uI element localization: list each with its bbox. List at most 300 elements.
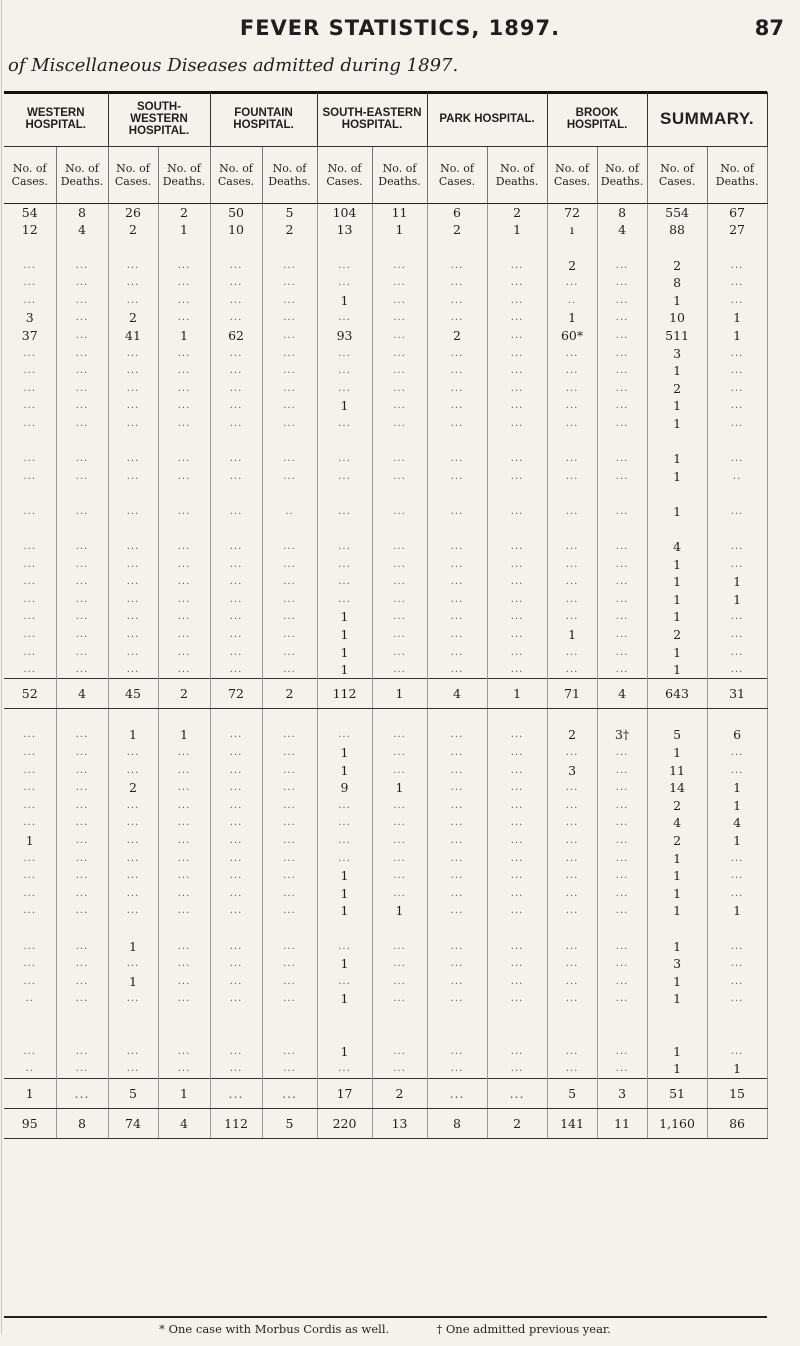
page-number: 87 [754,16,784,40]
deaths-cell: 3 [597,1078,647,1108]
deaths-cell: ... [707,972,767,990]
deaths-cell: ... [707,937,767,955]
empty-cell [647,709,707,727]
cases-cell: .. [4,990,56,1008]
cases-cell: ... [4,779,56,797]
deaths-cell: 2 [372,1078,427,1108]
cases-cell: ... [317,972,372,990]
hospital-header: BROOK HOSPITAL. [547,92,647,147]
deaths-cell: ... [56,744,108,762]
empty-cell [597,485,647,503]
table-bottom-rule [4,1316,767,1318]
table-row [4,591,767,609]
cases-cell: 2 [647,797,707,815]
deaths-cell: ... [597,555,647,573]
deaths-cell: ... [56,362,108,380]
cases-cell: 8 [427,1108,487,1138]
deaths-cell: 4 [56,221,108,239]
deaths-cell: ... [597,415,647,433]
cases-cell: 88 [647,221,707,239]
deaths-cell: 8 [56,204,108,222]
deaths-cell: 11 [372,204,427,222]
spacer-row [4,920,767,938]
table-row [4,608,767,626]
deaths-cell: ... [707,538,767,556]
deaths-cell: ... [262,291,317,309]
cases-cell: ... [317,1060,372,1078]
deaths-cell: ... [56,591,108,609]
cases-cell: ... [108,761,158,779]
cases-cell: 2 [647,626,707,644]
empty-cell [597,920,647,938]
deaths-cell: ... [262,591,317,609]
running-head [0,14,800,44]
deaths-cell: ... [56,344,108,362]
cases-cell: ... [210,661,262,679]
cases-cell: 2 [108,221,158,239]
deaths-cell: ... [158,291,210,309]
deaths-cell: ... [56,990,108,1008]
deaths-cell: ... [372,867,427,885]
hospital-header: SUMMARY. [647,92,767,147]
cases-cell: 5 [647,726,707,744]
table-row [4,379,767,397]
empty-cell [597,520,647,538]
cases-cell: ... [4,503,56,521]
cases-cell: 1 [317,626,372,644]
cases-cell: ... [427,274,487,292]
deaths-cell: ... [597,608,647,626]
deaths-cell: ... [597,661,647,679]
deaths-cell: ... [597,779,647,797]
deaths-cell: ... [158,643,210,661]
cases-cell: ... [547,867,597,885]
cases-cell: ... [210,955,262,973]
table-row [4,797,767,815]
deaths-cell: ... [262,327,317,345]
hospital-header: SOUTH-EASTERN HOSPITAL. [317,92,427,147]
deaths-cell: ... [56,626,108,644]
cases-cell: ... [317,379,372,397]
empty-cell [158,485,210,503]
cases-cell: ... [547,608,597,626]
deaths-cell: ... [597,397,647,415]
cases-cell: ... [210,726,262,744]
cases-column-header: No. of Cases. [317,147,372,204]
table-row [4,467,767,485]
deaths-cell: ... [487,538,547,556]
deaths-cell: ... [56,867,108,885]
cases-cell: 95 [4,1108,56,1138]
empty-cell [108,1008,158,1026]
deaths-cell: ... [487,832,547,850]
cases-cell: 71 [547,679,597,709]
empty-cell [56,520,108,538]
deaths-cell: ... [262,1043,317,1061]
cases-cell: ... [108,291,158,309]
deaths-cell: ... [262,744,317,762]
deaths-cell: ... [56,538,108,556]
cases-cell: ... [210,344,262,362]
deaths-column-header: No. of Deaths. [372,147,427,204]
deaths-cell: ... [487,467,547,485]
deaths-cell: ... [597,256,647,274]
cases-cell: ... [317,937,372,955]
empty-cell [108,1025,158,1043]
deaths-cell: ... [56,814,108,832]
empty-cell [597,709,647,727]
cases-cell: ... [4,555,56,573]
deaths-cell: ... [262,555,317,573]
deaths-cell: ... [597,643,647,661]
table-row [4,291,767,309]
cases-cell: 17 [317,1078,372,1108]
deaths-cell: ... [262,450,317,468]
cases-cell: 2 [108,309,158,327]
deaths-cell: ... [487,972,547,990]
cases-cell: ... [108,832,158,850]
cases-cell: ... [317,274,372,292]
deaths-cell: ... [262,538,317,556]
deaths-cell: 13 [372,1108,427,1138]
cases-cell: ... [547,591,597,609]
deaths-cell: ... [597,797,647,815]
cases-cell: ... [210,1078,262,1108]
cases-cell: 1 [647,849,707,867]
empty-cell [158,920,210,938]
cases-cell: ... [4,726,56,744]
cases-cell: 1 [647,972,707,990]
empty-cell [487,239,547,257]
empty-cell [647,485,707,503]
cases-cell: 1 [108,726,158,744]
deaths-cell: ... [56,327,108,345]
empty-cell [597,239,647,257]
empty-cell [647,1025,707,1043]
cases-cell: 2 [547,256,597,274]
deaths-cell: ... [56,849,108,867]
deaths-cell: ... [372,1060,427,1078]
empty-cell [262,709,317,727]
cases-cell: 93 [317,327,372,345]
deaths-cell: ... [56,902,108,920]
deaths-cell: ... [56,779,108,797]
cases-column-header: No. of Cases. [4,147,56,204]
empty-cell [158,1008,210,1026]
cases-cell: ... [108,573,158,591]
empty-cell [707,709,767,727]
deaths-cell: ... [597,937,647,955]
deaths-cell: ... [158,797,210,815]
deaths-cell: ... [56,661,108,679]
deaths-cell: ... [487,591,547,609]
cases-cell: 62 [210,327,262,345]
deaths-cell: ... [487,797,547,815]
deaths-cell: 1 [158,221,210,239]
deaths-cell: ... [56,555,108,573]
empty-cell [210,485,262,503]
deaths-cell: ... [372,450,427,468]
empty-cell [547,709,597,727]
empty-cell [597,432,647,450]
deaths-cell: ... [56,761,108,779]
cases-cell: 52 [4,679,56,709]
deaths-cell: ... [56,291,108,309]
table-row [4,344,767,362]
cases-cell: ... [547,972,597,990]
table-row [4,503,767,521]
deaths-cell: ... [158,972,210,990]
cases-cell: 1 [647,362,707,380]
empty-cell [707,485,767,503]
deaths-cell: 2 [262,221,317,239]
cases-cell: ... [108,1043,158,1061]
cases-cell: 1,160 [647,1108,707,1138]
deaths-cell: ... [597,538,647,556]
deaths-cell: 4 [707,814,767,832]
deaths-cell: ... [487,643,547,661]
cases-cell: ... [210,832,262,850]
cases-cell: .. [547,291,597,309]
deaths-cell: ... [56,797,108,815]
cases-cell: ... [108,955,158,973]
cases-cell: ... [108,626,158,644]
cases-cell: 1 [108,972,158,990]
deaths-cell: ... [262,608,317,626]
deaths-cell: ... [56,467,108,485]
cases-cell: 1 [647,884,707,902]
cases-cell: ... [317,573,372,591]
deaths-cell: ... [262,832,317,850]
deaths-cell: 27 [707,221,767,239]
deaths-cell: ... [487,256,547,274]
deaths-cell: 5 [262,204,317,222]
cases-column-header: No. of Cases. [210,147,262,204]
deaths-cell: ... [487,291,547,309]
cases-cell: 4 [427,679,487,709]
deaths-cell: ... [707,955,767,973]
deaths-cell: ... [262,990,317,1008]
table-row [4,902,767,920]
cases-cell: ... [4,608,56,626]
deaths-cell: ... [597,832,647,850]
cases-cell: ... [210,538,262,556]
cases-cell: ... [427,450,487,468]
deaths-cell: ... [372,972,427,990]
deaths-cell: ... [597,990,647,1008]
cases-cell: ... [547,274,597,292]
table-body [4,204,767,1139]
deaths-cell: ... [158,379,210,397]
deaths-cell: 8 [597,204,647,222]
deaths-cell: ... [262,309,317,327]
deaths-cell: ... [158,555,210,573]
table-row [4,779,767,797]
cases-cell: 10 [210,221,262,239]
deaths-cell: ... [158,608,210,626]
empty-cell [427,432,487,450]
empty-cell [707,432,767,450]
deaths-cell: ... [372,643,427,661]
deaths-cell: ... [372,608,427,626]
cases-cell: 12 [4,221,56,239]
cases-cell: ... [427,884,487,902]
deaths-cell: ... [56,643,108,661]
cases-cell: 1 [647,902,707,920]
cases-cell: 104 [317,204,372,222]
table-row [4,221,767,239]
deaths-cell: ... [56,415,108,433]
deaths-cell: ... [597,814,647,832]
cases-cell: ... [547,415,597,433]
cases-cell: 3 [547,761,597,779]
cases-cell: 4 [647,814,707,832]
cases-cell: ... [4,955,56,973]
cases-cell: ... [210,744,262,762]
cases-cell: ... [210,797,262,815]
deaths-cell: ... [56,832,108,850]
table-row [4,955,767,973]
empty-cell [707,920,767,938]
cases-cell: 220 [317,1108,372,1138]
empty-cell [4,1008,56,1026]
deaths-cell: 2 [158,204,210,222]
deaths-cell: ... [262,643,317,661]
empty-cell [372,485,427,503]
cases-cell: ... [108,555,158,573]
cases-cell: ... [427,503,487,521]
cases-cell: ... [317,555,372,573]
cases-cell: ... [427,256,487,274]
deaths-cell: ... [372,397,427,415]
cases-cell: ... [317,591,372,609]
cases-cell: 54 [4,204,56,222]
cases-cell: 1 [647,573,707,591]
cases-cell: 554 [647,204,707,222]
cases-cell: ... [547,450,597,468]
cases-cell: 511 [647,327,707,345]
table-row [4,990,767,1008]
deaths-cell: ... [56,726,108,744]
cases-cell: ... [427,643,487,661]
deaths-cell: ... [158,362,210,380]
cases-cell: 41 [108,327,158,345]
cases-cell: ... [108,867,158,885]
table-row [4,937,767,955]
empty-cell [108,709,158,727]
cases-cell: 5 [547,1078,597,1108]
deaths-cell: ... [487,814,547,832]
cases-cell: ... [4,937,56,955]
deaths-cell: ... [56,937,108,955]
cases-cell: ... [108,503,158,521]
cases-cell: ... [108,797,158,815]
cases-cell: 1 [317,291,372,309]
deaths-cell: ... [262,884,317,902]
cases-cell: ... [108,814,158,832]
cases-cell: ... [547,555,597,573]
cases-cell: ... [108,467,158,485]
deaths-cell: ... [158,661,210,679]
deaths-cell: ... [707,555,767,573]
deaths-cell: ... [487,1060,547,1078]
empty-cell [108,485,158,503]
cases-cell: ... [547,955,597,973]
deaths-cell: ... [372,467,427,485]
cases-cell: 1 [647,744,707,762]
deaths-cell: 1 [707,779,767,797]
deaths-cell: ... [707,256,767,274]
empty-cell [210,432,262,450]
cases-cell: ... [427,937,487,955]
deaths-cell: ... [487,626,547,644]
deaths-cell: ... [262,467,317,485]
cases-cell: ... [317,467,372,485]
deaths-cell: 6 [707,726,767,744]
table-row [4,761,767,779]
empty-cell [597,1008,647,1026]
deaths-cell: ... [597,867,647,885]
cases-cell: ... [210,761,262,779]
empty-cell [210,709,262,727]
cases-cell: 45 [108,679,158,709]
deaths-cell: ... [56,256,108,274]
deaths-cell: ... [372,726,427,744]
empty-cell [707,1008,767,1026]
empty-cell [317,239,372,257]
empty-cell [262,1025,317,1043]
deaths-cell: ... [158,1060,210,1078]
cases-cell: ... [427,379,487,397]
cases-cell: ... [4,643,56,661]
empty-cell [56,920,108,938]
deaths-cell: ... [262,726,317,744]
deaths-cell: ... [597,467,647,485]
deaths-cell: 8 [56,1108,108,1138]
deaths-cell: ... [158,814,210,832]
deaths-cell: 31 [707,679,767,709]
cases-cell: ... [210,902,262,920]
deaths-cell: ... [707,608,767,626]
empty-cell [210,1008,262,1026]
cases-cell: ... [547,849,597,867]
deaths-cell: ... [597,379,647,397]
deaths-cell: ... [372,990,427,1008]
cases-cell: ... [547,379,597,397]
deaths-cell: ... [158,397,210,415]
deaths-cell: 5 [262,1108,317,1138]
cases-cell: ... [317,344,372,362]
deaths-cell: ... [262,362,317,380]
cases-cell: ... [547,744,597,762]
deaths-cell: 1 [707,1060,767,1078]
cases-cell: 1 [317,990,372,1008]
deaths-column-header: No. of Deaths. [487,147,547,204]
deaths-cell: ... [262,379,317,397]
deaths-cell: ... [158,937,210,955]
cases-cell: 1 [317,955,372,973]
cases-cell: ... [427,955,487,973]
cases-cell: 1 [647,643,707,661]
deaths-cell: ... [597,450,647,468]
cases-cell: ... [108,538,158,556]
empty-cell [262,520,317,538]
cases-cell: ... [427,972,487,990]
cases-cell: ... [4,274,56,292]
deaths-cell: ... [158,573,210,591]
deaths-cell: ... [597,902,647,920]
deaths-cell: ... [597,955,647,973]
